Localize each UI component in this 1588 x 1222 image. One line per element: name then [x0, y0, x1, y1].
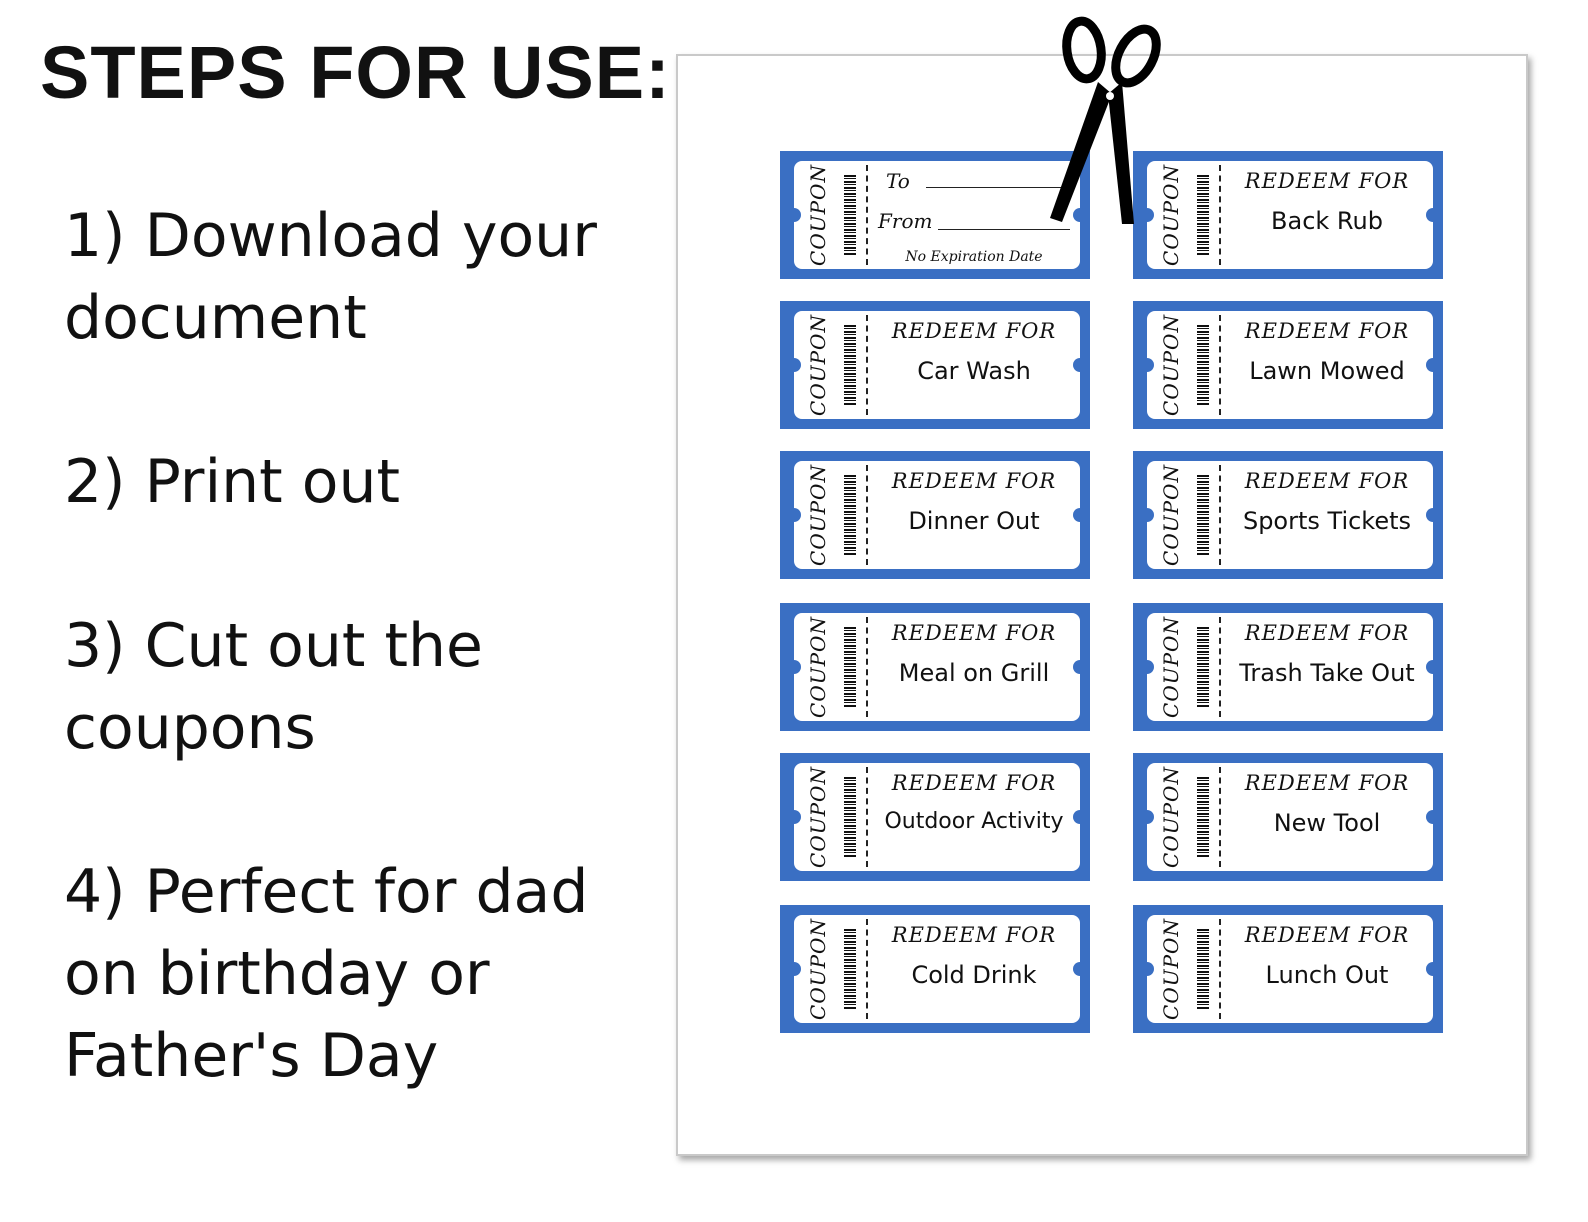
perforation-line	[1219, 919, 1221, 1019]
coupon-item: Meal on Grill	[898, 659, 1050, 687]
coupon-card	[1133, 905, 1443, 1033]
barcode-icon	[1197, 929, 1209, 1009]
perforation-line	[866, 165, 868, 265]
step-2: 2) Print out	[64, 447, 401, 517]
perforation-line	[866, 315, 868, 415]
barcode-icon	[844, 929, 856, 1009]
coupon-word: COUPON	[806, 164, 831, 266]
perforation-line	[1219, 617, 1221, 717]
coupon-word: COUPON	[1159, 918, 1184, 1020]
coupon-item: Car Wash	[917, 357, 1031, 385]
perforation-line	[866, 767, 868, 867]
coupon-item: Lunch Out	[1265, 961, 1389, 989]
page-heading: STEPS FOR USE:	[40, 31, 671, 114]
redeem-label: REDEEM FOR	[1244, 771, 1410, 795]
perforation-line	[1219, 465, 1221, 565]
coupon-item: New Tool	[1273, 809, 1381, 837]
coupon-card	[780, 451, 1090, 579]
redeem-label: REDEEM FOR	[891, 923, 1057, 947]
redeem-label: REDEEM FOR	[1244, 923, 1410, 947]
expiration-text: No Expiration Date	[905, 249, 1043, 265]
redeem-label: REDEEM FOR	[1244, 469, 1410, 493]
redeem-label: REDEEM FOR	[891, 621, 1057, 645]
coupon-card	[780, 905, 1090, 1033]
barcode-icon	[844, 325, 856, 405]
from-label: From	[878, 209, 933, 233]
step-4: 4) Perfect for dad on birthday or Father's Day	[64, 857, 589, 1091]
redeem-label: REDEEM FOR	[1244, 621, 1410, 645]
redeem-label: REDEEM FOR	[891, 469, 1057, 493]
barcode-icon	[844, 777, 856, 857]
coupon-word: COUPON	[1159, 616, 1184, 718]
perforation-line	[1219, 165, 1221, 265]
step-1: 1) Download your document	[64, 201, 597, 353]
coupon-item: Dinner Out	[908, 507, 1040, 535]
coupon-item: Outdoor Activity	[884, 809, 1064, 834]
coupon-card	[1133, 301, 1443, 429]
perforation-line	[866, 465, 868, 565]
redeem-label: REDEEM FOR	[1244, 319, 1410, 343]
coupon-word: COUPON	[806, 918, 831, 1020]
coupon-card	[780, 603, 1090, 731]
to-label: To	[886, 169, 910, 193]
scissors-icon	[1040, 12, 1180, 232]
coupon-card	[1133, 451, 1443, 579]
perforation-line	[866, 617, 868, 717]
coupon-card	[780, 301, 1090, 429]
coupon-item: Back Rub	[1271, 207, 1383, 235]
coupon-word: COUPON	[1159, 314, 1184, 416]
coupon-word: COUPON	[1159, 464, 1184, 566]
coupon-card	[1133, 753, 1443, 881]
redeem-label: REDEEM FOR	[891, 319, 1057, 343]
coupon-card	[1133, 603, 1443, 731]
barcode-icon	[1197, 175, 1209, 255]
coupon-word: COUPON	[806, 464, 831, 566]
coupon-word: COUPON	[1159, 766, 1184, 868]
barcode-icon	[1197, 475, 1209, 555]
barcode-icon	[1197, 627, 1209, 707]
coupon-item: Cold Drink	[911, 961, 1037, 989]
barcode-icon	[844, 475, 856, 555]
barcode-icon	[844, 175, 856, 255]
barcode-icon	[844, 627, 856, 707]
redeem-label: REDEEM FOR	[1244, 169, 1410, 193]
coupon-item: Trash Take Out	[1239, 659, 1415, 687]
perforation-line	[1219, 315, 1221, 415]
step-3: 3) Cut out the coupons	[64, 611, 483, 763]
coupon-item: Lawn Mowed	[1249, 357, 1405, 385]
coupon-item: Sports Tickets	[1242, 507, 1412, 535]
coupon-card	[780, 753, 1090, 881]
barcode-icon	[1197, 325, 1209, 405]
coupon-word: COUPON	[1159, 164, 1184, 266]
perforation-line	[866, 919, 868, 1019]
coupon-word: COUPON	[806, 616, 831, 718]
coupon-word: COUPON	[806, 766, 831, 868]
coupon-word: COUPON	[806, 314, 831, 416]
barcode-icon	[1197, 777, 1209, 857]
redeem-label: REDEEM FOR	[891, 771, 1057, 795]
perforation-line	[1219, 767, 1221, 867]
